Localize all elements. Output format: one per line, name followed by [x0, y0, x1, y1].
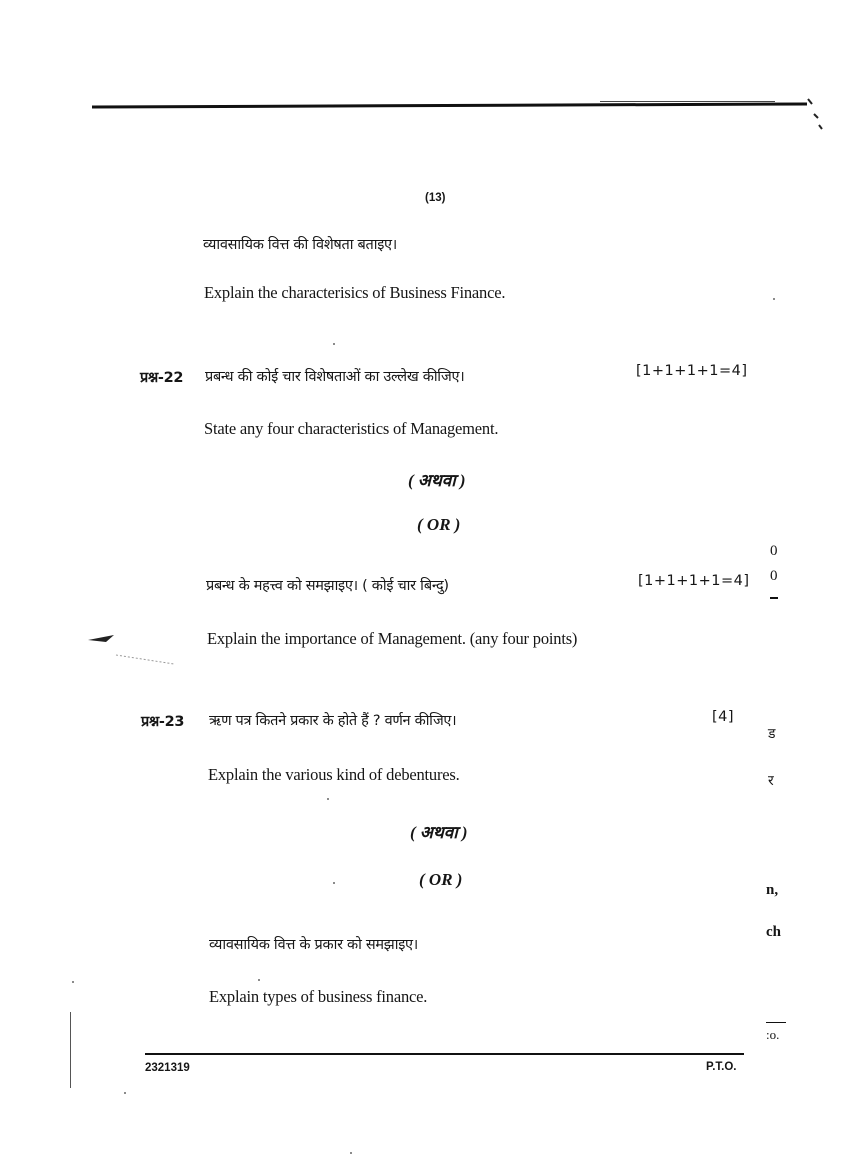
q21-or-english: Explain the characterisics of Business Finance. — [204, 283, 506, 302]
q23-or-hindi: ( अथवा ) — [410, 823, 468, 842]
q22-or-english: ( OR ) — [417, 515, 461, 534]
scan-mark — [82, 628, 202, 678]
scan-speck — [333, 882, 335, 884]
scan-speck — [124, 1092, 126, 1094]
q22-label: प्रश्न-22 — [140, 370, 184, 386]
q22-hindi: प्रबन्ध की कोई चार विशेषताओं का उल्लेख कीजिए। — [205, 369, 465, 385]
q22-alt-marks: [1+1+1+1=4] — [638, 573, 750, 589]
page-number: (13) — [425, 192, 446, 204]
edge-fragment: n, — [766, 882, 779, 898]
q22-alt-english: Explain the importance of Management. (any four points) — [207, 629, 578, 648]
edge-fragment: ch — [766, 924, 781, 940]
q23-alt-hindi: व्यावसायिक वित्त के प्रकार को समझाइए। — [209, 937, 418, 953]
edge-fragment: 0 — [770, 543, 778, 559]
edge-fragment: :o. — [766, 1027, 780, 1042]
scan-corner-marks — [806, 96, 826, 136]
edge-fragment: ड — [768, 726, 776, 742]
top-rule — [92, 102, 807, 108]
q22-english: State any four characteristics of Management. — [204, 419, 499, 438]
edge-dash — [770, 597, 778, 599]
q22-or-hindi: ( अथवा ) — [408, 471, 466, 490]
scan-speck — [333, 343, 335, 345]
top-rule-thin — [600, 101, 775, 102]
q23-marks: [4] — [712, 709, 735, 725]
edge-fragment: र — [768, 773, 774, 789]
q23-label: प्रश्न-23 — [141, 714, 185, 730]
scan-speck — [258, 979, 260, 981]
edge-fragment: 0 — [770, 568, 778, 584]
scan-line-left — [70, 1012, 71, 1088]
q23-or-english: ( OR ) — [419, 870, 463, 889]
scan-speck — [350, 1152, 352, 1154]
footer-code: 2321319 — [145, 1062, 190, 1074]
scan-speck — [72, 981, 74, 983]
scan-speck — [327, 798, 329, 800]
q21-or-hindi: व्यावसायिक वित्त की विशेषता बताइए। — [203, 237, 397, 253]
q22-alt-hindi: प्रबन्ध के महत्त्व को समझाइए। ( कोई चार बिन्दु) — [206, 578, 449, 594]
q23-english: Explain the various kind of debentures. — [208, 765, 460, 784]
edge-rule — [766, 1022, 786, 1023]
footer-pto: P.T.O. — [706, 1061, 737, 1073]
footer-rule — [145, 1053, 744, 1055]
q23-hindi: ऋण पत्र कितने प्रकार के होते हैं ? वर्णन कीजिए। — [209, 713, 457, 729]
scan-speck — [773, 298, 775, 300]
q23-alt-english: Explain types of business finance. — [209, 987, 428, 1006]
q22-marks: [1+1+1+1=4] — [636, 363, 748, 379]
